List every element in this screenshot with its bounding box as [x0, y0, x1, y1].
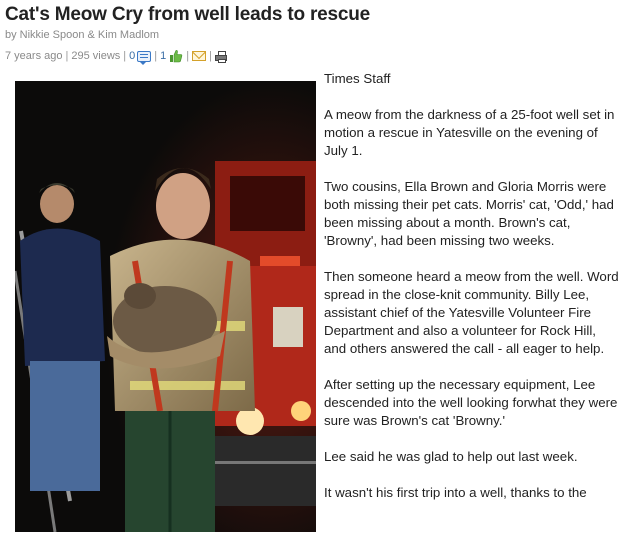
article-paragraph: A meow from the darkness of a 25-foot well set in motion a rescue in Yatesville on the evening of July 1.	[324, 107, 615, 158]
comment-bubble-icon[interactable]	[137, 51, 151, 62]
printer-icon[interactable]	[215, 51, 227, 62]
article-paragraph: Then someone heard a meow from the well. Word spread in the close-knit community. Billy Lee, assistant chief of the Yatesville Volunteer Fire Department and also a volunteer for Rock Hill, and others answered the call - all eager to help.	[324, 269, 619, 356]
byline[interactable]: by Nikkie Spoon & Kim Madlom	[5, 29, 160, 41]
article-paragraph: It wasn't his first trip into a well, thanks to the	[324, 485, 587, 500]
article-paragraph: Lee said he was glad to help out last week.	[324, 449, 578, 464]
comment-count[interactable]: 0	[129, 50, 136, 62]
article-photo	[15, 81, 316, 532]
divider: |	[209, 50, 212, 62]
divider: |	[186, 50, 190, 62]
divider: |	[65, 50, 69, 62]
divider: |	[123, 50, 127, 62]
like-count: 1	[160, 50, 167, 62]
article-paragraph: Times Staff	[324, 71, 391, 86]
article-meta-bar	[5, 48, 227, 64]
article-paragraph: Two cousins, Ella Brown and Gloria Morris were both missing their pet cats. Morris' cat, 'Odd,' had been missing about a month. Brown's cat, 'Browny', had been missing two weeks.	[324, 179, 614, 248]
article-paragraph: After setting up the necessary equipment, Lee descended into the well looking forwhat they were sure was Brown's cat 'Browny.'	[324, 377, 618, 428]
thumbs-up-icon[interactable]	[169, 49, 183, 63]
posted-age: 7 years ago	[5, 50, 63, 62]
view-count: 295 views	[71, 50, 121, 62]
envelope-icon[interactable]	[192, 51, 206, 61]
article-body	[324, 70, 620, 520]
divider: |	[154, 50, 158, 62]
article-title: Cat's Meow Cry from well leads to rescue	[5, 4, 371, 25]
